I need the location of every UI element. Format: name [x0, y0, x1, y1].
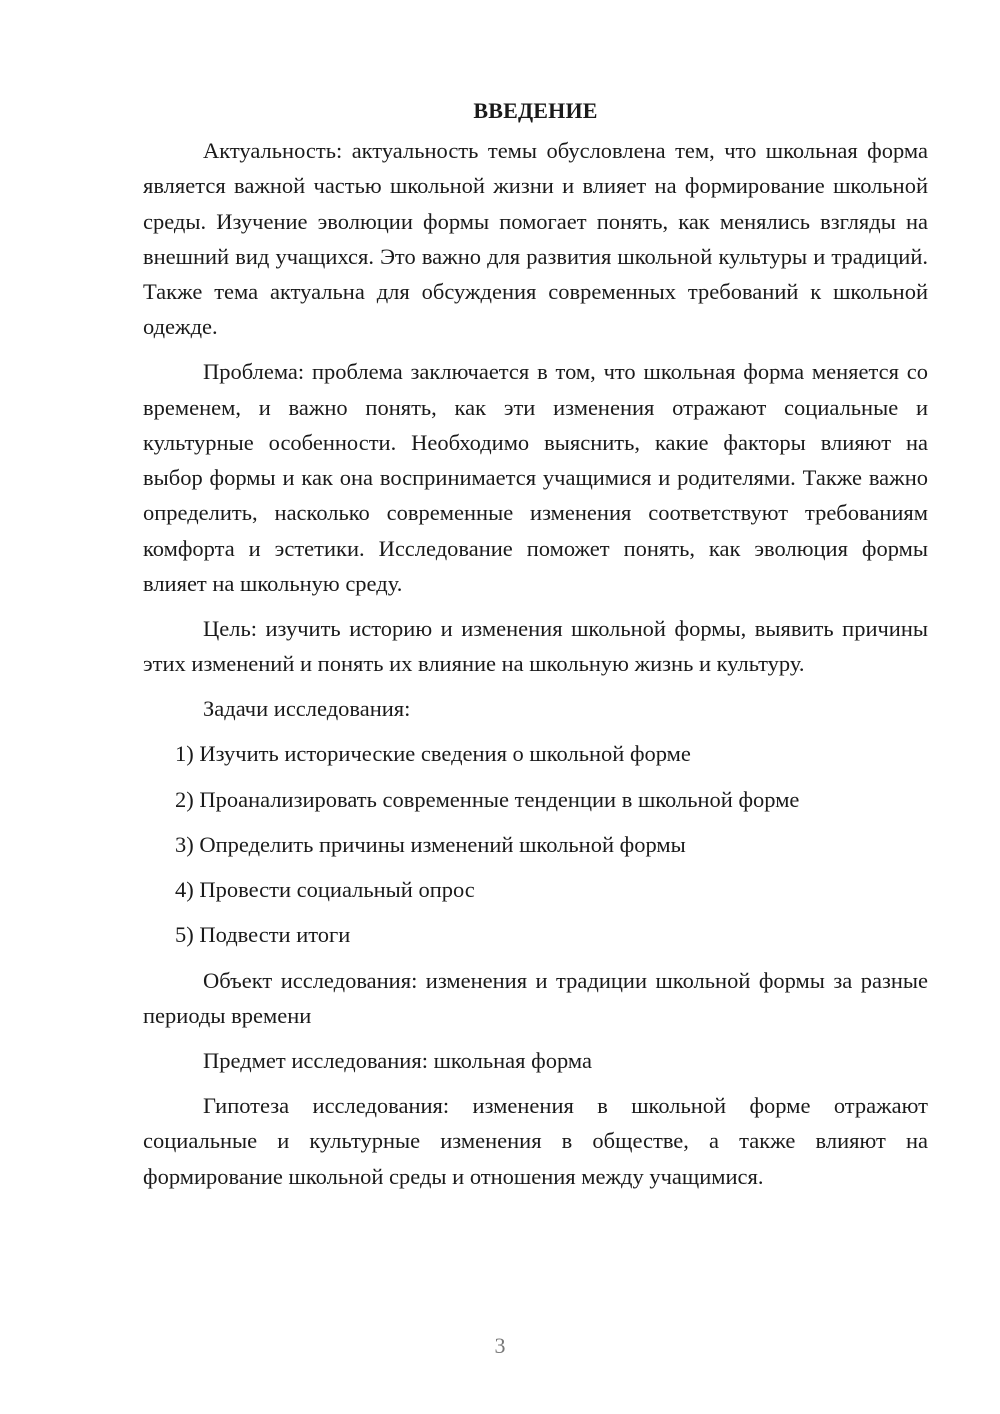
task-item: 4) Провести социальный опрос: [175, 877, 475, 903]
subject-paragraph: Предмет исследования: школьная форма: [203, 1047, 592, 1073]
object-paragraph: Объект исследования: изменения и традиции школьной формы за разные периоды времени: [143, 967, 928, 1029]
tasks-heading: Задачи исследования:: [203, 695, 411, 721]
task-item: 3) Определить причины изменений школьной формы: [175, 831, 686, 857]
task-item: 2) Проанализировать современные тенденции в школьной форме: [175, 786, 800, 812]
relevance-paragraph: Актуальность: актуальность темы обусловлена тем, что школьная форма является важной частью школьной жизни и влияет на формирование школьной среды. Изучение эволюции формы помогает понять, как менялись взгляды на внешний вид учащихся. Это важно для развития школьной культуры и традиций. Также тема актуальна для обсуждения современных требований к школьной одежде.: [143, 138, 928, 340]
problem-paragraph: Проблема: проблема заключается в том, что школьная форма меняется со временем, и важно понять, как эти изменения отражают социальные и культурные особенности. Необходимо выяснить, какие факторы влияют на выбор формы и как она воспринимается учащимися и родителями. Также важно определить, насколько современные изменения соответствуют требованиям комфорта и эстетики. Исследование поможет понять, как эволюция формы влияет на школьную среду.: [143, 359, 928, 597]
goal-paragraph: Цель: изучить историю и изменения школьной формы, выявить причины этих изменений и понять их влияние на школьную жизнь и культуру.: [143, 615, 928, 677]
hypothesis-paragraph: Гипотеза исследования: изменения в школьной форме отражают социальные и культурные изменения в обществе, а также влияют на формирование школьной среды и отношения между учащимися.: [143, 1093, 928, 1189]
task-item: 1) Изучить исторические сведения о школьной форме: [175, 741, 691, 767]
document-body: [143, 93, 928, 1204]
tasks-list: [143, 736, 928, 952]
page-number: 3: [494, 1333, 506, 1358]
task-item: 5) Подвести итоги: [175, 922, 351, 948]
page-title: ВВЕДЕНИЕ: [473, 98, 598, 123]
